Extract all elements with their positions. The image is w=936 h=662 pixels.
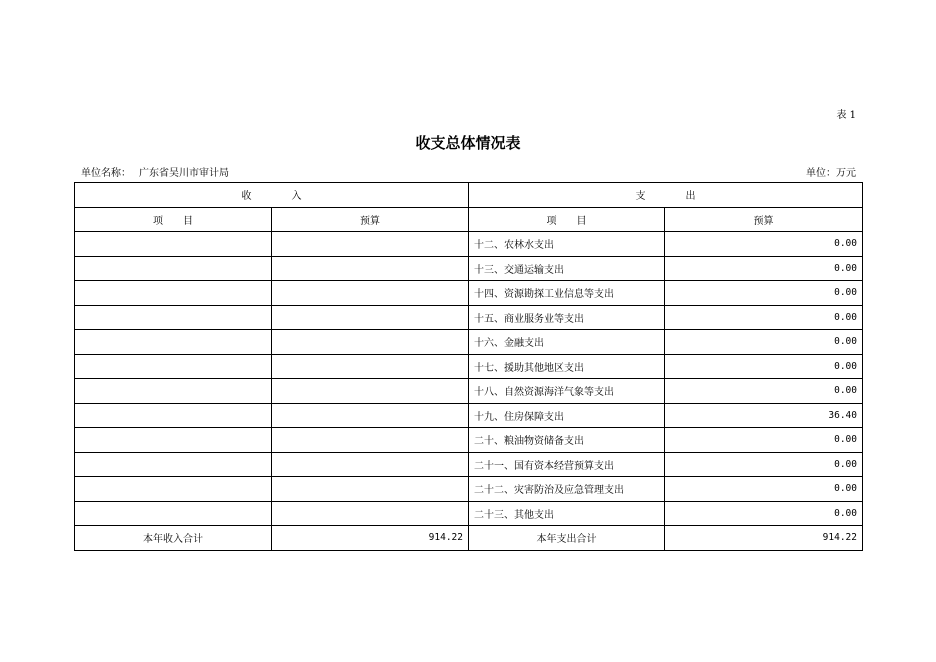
table-row bbox=[75, 379, 863, 404]
income-header: 收 入 bbox=[75, 183, 469, 208]
expense-budget-cell: 0.00 bbox=[665, 379, 863, 404]
unit-label: 单位名称： bbox=[81, 168, 131, 179]
expense-item-cell: 十四、资源勘探工业信息等支出 bbox=[469, 281, 665, 306]
header-row-columns bbox=[75, 207, 863, 232]
expense-budget-cell: 0.00 bbox=[665, 501, 863, 526]
expense-item-cell: 二十三、其他支出 bbox=[469, 501, 665, 526]
expense-budget-cell: 0.00 bbox=[665, 281, 863, 306]
expense-item-cell: 十二、农林水支出 bbox=[469, 232, 665, 257]
income-item-cell bbox=[75, 428, 272, 453]
expense-budget-cell: 0.00 bbox=[665, 232, 863, 257]
income-item-cell bbox=[75, 281, 272, 306]
income-budget-cell bbox=[272, 477, 469, 502]
income-budget-cell bbox=[272, 232, 469, 257]
income-item-cell bbox=[75, 403, 272, 428]
income-item-cell bbox=[75, 379, 272, 404]
table-row bbox=[75, 232, 863, 257]
currency-unit: 单位：万元 bbox=[806, 168, 856, 179]
page-title: 收支总体情况表 bbox=[415, 134, 521, 152]
income-budget-cell bbox=[272, 305, 469, 330]
expense-item-cell: 十九、住房保障支出 bbox=[469, 403, 665, 428]
income-budget-header: 预算 bbox=[272, 207, 469, 232]
table-row bbox=[75, 403, 863, 428]
table-row bbox=[75, 477, 863, 502]
table-row bbox=[75, 256, 863, 281]
unit-name: 广东省吴川市审计局 bbox=[139, 168, 229, 179]
table-row bbox=[75, 305, 863, 330]
table-row bbox=[75, 428, 863, 453]
income-budget-cell bbox=[272, 403, 469, 428]
income-budget-cell bbox=[272, 256, 469, 281]
header-row-sections bbox=[75, 183, 863, 208]
expense-item-cell: 二十一、国有资本经营预算支出 bbox=[469, 452, 665, 477]
table-row bbox=[75, 354, 863, 379]
income-item-cell bbox=[75, 501, 272, 526]
expense-budget-cell: 36.40 bbox=[665, 403, 863, 428]
unit-line bbox=[81, 164, 229, 179]
income-budget-cell bbox=[272, 452, 469, 477]
income-budget-cell bbox=[272, 428, 469, 453]
income-item-cell bbox=[75, 330, 272, 355]
income-budget-cell bbox=[272, 281, 469, 306]
table-row bbox=[75, 501, 863, 526]
expense-item-cell: 二十、粮油物资储备支出 bbox=[469, 428, 665, 453]
table-row bbox=[75, 452, 863, 477]
expense-budget-cell: 0.00 bbox=[665, 477, 863, 502]
income-item-cell bbox=[75, 354, 272, 379]
expense-budget-cell: 0.00 bbox=[665, 330, 863, 355]
table-row bbox=[75, 330, 863, 355]
expense-budget-header: 预算 bbox=[665, 207, 863, 232]
expense-budget-cell: 0.00 bbox=[665, 354, 863, 379]
income-item-cell bbox=[75, 232, 272, 257]
expense-item-cell: 二十二、灾害防治及应急管理支出 bbox=[469, 477, 665, 502]
expense-total-label: 本年支出合计 bbox=[469, 526, 665, 551]
income-item-cell bbox=[75, 477, 272, 502]
income-item-cell bbox=[75, 256, 272, 281]
table-number: 表 1 bbox=[836, 110, 856, 121]
income-budget-cell bbox=[272, 501, 469, 526]
expense-budget-cell: 0.00 bbox=[665, 305, 863, 330]
budget-table bbox=[74, 182, 863, 551]
income-item-header: 项 目 bbox=[75, 207, 272, 232]
income-item-cell bbox=[75, 305, 272, 330]
income-budget-cell bbox=[272, 354, 469, 379]
expense-item-header: 项 目 bbox=[469, 207, 665, 232]
income-budget-cell bbox=[272, 330, 469, 355]
expense-budget-cell: 0.00 bbox=[665, 256, 863, 281]
expense-item-cell: 十三、交通运输支出 bbox=[469, 256, 665, 281]
expense-budget-cell: 0.00 bbox=[665, 428, 863, 453]
income-budget-cell bbox=[272, 379, 469, 404]
income-total-label: 本年收入合计 bbox=[75, 526, 272, 551]
expense-item-cell: 十七、援助其他地区支出 bbox=[469, 354, 665, 379]
income-item-cell bbox=[75, 452, 272, 477]
table-row bbox=[75, 281, 863, 306]
expense-total-value: 914.22 bbox=[665, 526, 863, 551]
totals-row bbox=[75, 526, 863, 551]
expense-item-cell: 十八、自然资源海洋气象等支出 bbox=[469, 379, 665, 404]
expense-item-cell: 十六、金融支出 bbox=[469, 330, 665, 355]
expense-budget-cell: 0.00 bbox=[665, 452, 863, 477]
income-total-value: 914.22 bbox=[272, 526, 469, 551]
expense-header: 支 出 bbox=[469, 183, 863, 208]
expense-item-cell: 十五、商业服务业等支出 bbox=[469, 305, 665, 330]
